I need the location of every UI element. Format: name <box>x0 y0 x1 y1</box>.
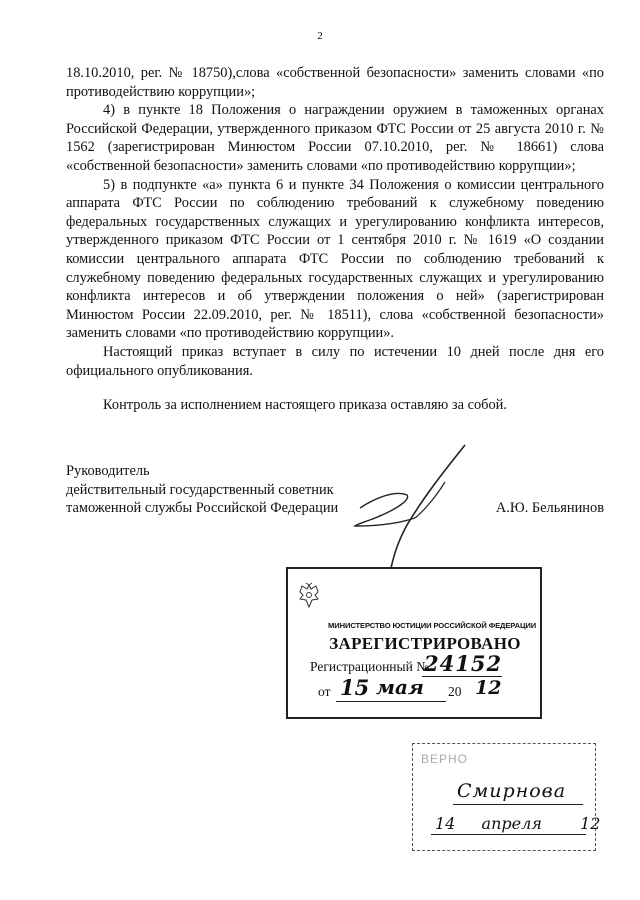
double-headed-eagle-icon <box>296 581 322 609</box>
registration-stamp <box>286 567 542 719</box>
paragraph-effective-date: Настоящий приказ вступает в силу по истечении 10 дней после дня его официального опубликования. <box>66 343 604 379</box>
stamp-date-month: мая <box>376 675 424 699</box>
verification-date-month: апреля <box>481 814 542 833</box>
verification-stamp <box>412 743 601 851</box>
signer-position-line-2: действительный государственный советник <box>66 481 334 498</box>
paragraph-continuation: 18.10.2010, рег. № 18750),слова «собственной безопасности» заменить словами «по противодействию коррупции»; <box>66 65 604 100</box>
verification-date-day: 14 <box>435 814 456 833</box>
stamp-ministry-name: МИНИСТЕРСТВО ЮСТИЦИИ РОССИЙСКОЙ ФЕДЕРАЦИИ <box>328 621 537 630</box>
stamp-date-year: 12 <box>475 677 502 699</box>
document-body <box>66 64 604 415</box>
signature-block <box>66 462 604 518</box>
stamp-registration-label: Регистрационный № <box>310 659 430 674</box>
paragraph-item-4: 4) в пункте 18 Положения о награждении оружием в таможенных органах Российской Федерации, утвержденного приказом ФТС России от 25 августа 2010 г. № 1562 (зарегистрирован Минюстом России 07.10.2010, рег. № 18661) слова «собственной безопасности» заменить словами «по противодействию коррупции»; <box>66 102 604 174</box>
stamp-date-day: 15 <box>340 675 370 700</box>
paragraph-item-5: 5) в подпункте «а» пункта 6 и пункте 34 Положения о комиссии центрального аппарата ФТС России по соблюдению требований к служебному поведению федеральных государственных служащих и урегулированию конфликта интересов, утвержденного приказом ФТС России от 1 сентября 2010 г. № 1619 «О создании комиссии центрального аппарата ФТС России по соблюдению требований к служебному поведению федеральных государственных служащих и урегулированию конфликта интересов и об утверждении положения о ней» (зарегистрирован Минюстом России 22.09.2010, рег. № 18511), слова «собственной безопасности» заменить словами «по противодействию коррупции». <box>66 176 604 342</box>
stamp-registration-number: 24152 <box>424 651 503 676</box>
paragraph-control: Контроль за исполнением настоящего приказа оставляю за собой. <box>103 397 507 414</box>
verification-signer-name: Смирнова <box>457 780 567 802</box>
date-underline <box>336 701 446 702</box>
page-number: 2 <box>317 30 323 42</box>
signer-position-line-3: таможенной службы Российской Федерации <box>66 500 339 517</box>
stamp-title: ЗАРЕГИСТРИРОВАНО <box>329 634 521 653</box>
stamp-date-prefix: от <box>318 684 331 699</box>
stamp-date-year-prefix: 20 <box>448 684 462 699</box>
handwritten-signature <box>345 440 480 575</box>
verification-date-underline <box>431 834 586 835</box>
signer-position-line-1: Руководитель <box>66 463 150 479</box>
verification-date <box>435 814 600 833</box>
verification-stamp-header: ВЕРНО <box>421 752 469 766</box>
signer-name: А.Ю. Бельянинов <box>495 500 604 516</box>
verification-date-year: 12 <box>580 814 601 833</box>
verification-name-underline <box>453 804 583 805</box>
